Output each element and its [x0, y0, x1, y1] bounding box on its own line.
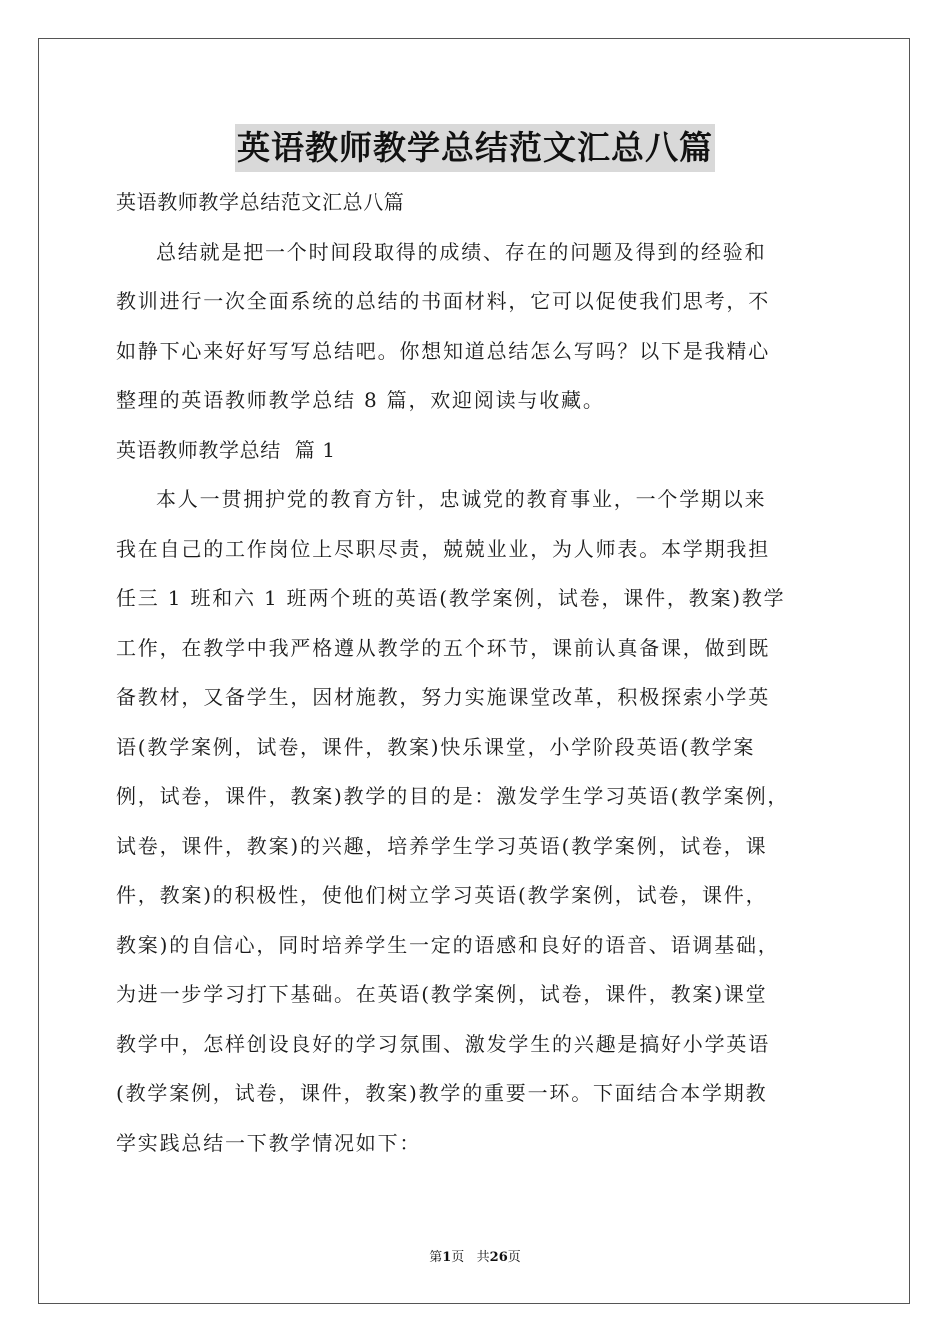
intro-line: 如静下心来好好写写总结吧。你想知道总结怎么写吗？以下是我精心 — [116, 338, 770, 363]
body-line: 本人一贯拥护党的教育方针，忠诚党的教育事业，一个学期以来 — [156, 487, 767, 511]
footer-page-prefix: 第 — [429, 1250, 443, 1265]
footer-page-mid: 页 共 — [451, 1250, 490, 1265]
body-line: 为进一步学习打下基础。在英语(教学案例，试卷，课件，教案)课堂 — [116, 982, 768, 1006]
body-line: 教案)的自信心，同时培养学生一定的语感和良好的语音、语调基础， — [116, 932, 780, 957]
intro-line: 教训进行一次全面系统的总结的书面材料，它可以促使我们思考，不 — [116, 289, 770, 313]
document-title: 英语教师教学总结范文汇总八篇 — [235, 124, 715, 172]
body-line: (教学案例，试卷，课件，教案)教学的重要一环。下面结合本学期教 — [116, 1081, 768, 1105]
intro-line: 整理的英语教师教学总结 8 篇，欢迎阅读与收藏。 — [116, 388, 605, 412]
body-line: 学实践总结一下教学情况如下： — [116, 1130, 422, 1155]
body-line: 备教材，又备学生，因材施教，努力实施课堂改革，积极探索小学英 — [116, 685, 770, 709]
body-line: 语(教学案例，试卷，课件，教案)快乐课堂，小学阶段英语(教学案 — [116, 734, 756, 759]
body-line: 试卷，课件，教案)的兴趣，培养学生学习英语(教学案例，试卷，课 — [116, 833, 768, 858]
footer-page-total: 26 — [489, 1250, 508, 1265]
document-body — [116, 178, 836, 1168]
page-footer — [0, 1246, 950, 1265]
body-line: 任三 1 班和六 1 班两个班的英语(教学案例，试卷，课件，教案)教学 — [116, 586, 786, 610]
footer-page-suffix: 页 — [507, 1250, 521, 1265]
body-line: 我在自己的工作岗位上尽职尽责，兢兢业业，为人师表。本学期我担 — [116, 536, 770, 561]
document-subtitle: 英语教师教学总结范文汇总八篇 — [116, 190, 405, 214]
body-line: 教学中，怎样创设良好的学习氛围、激发学生的兴趣是搞好小学英语 — [116, 1031, 770, 1056]
footer-page-current: 1 — [442, 1250, 452, 1265]
body-line: 工作，在教学中我严格遵从教学的五个环节，课前认真备课，做到既 — [116, 635, 770, 660]
intro-line: 总结就是把一个时间段取得的成绩、存在的问题及得到的经验和 — [156, 239, 767, 264]
body-line: 件，教案)的积极性，使他们树立学习英语(教学案例，试卷，课件， — [116, 883, 768, 907]
title-container — [0, 124, 950, 172]
body-line: 例，试卷，课件，教案)教学的目的是：激发学生学习英语(教学案例， — [116, 784, 790, 808]
section-heading: 英语教师教学总结 篇 1 — [116, 437, 336, 462]
